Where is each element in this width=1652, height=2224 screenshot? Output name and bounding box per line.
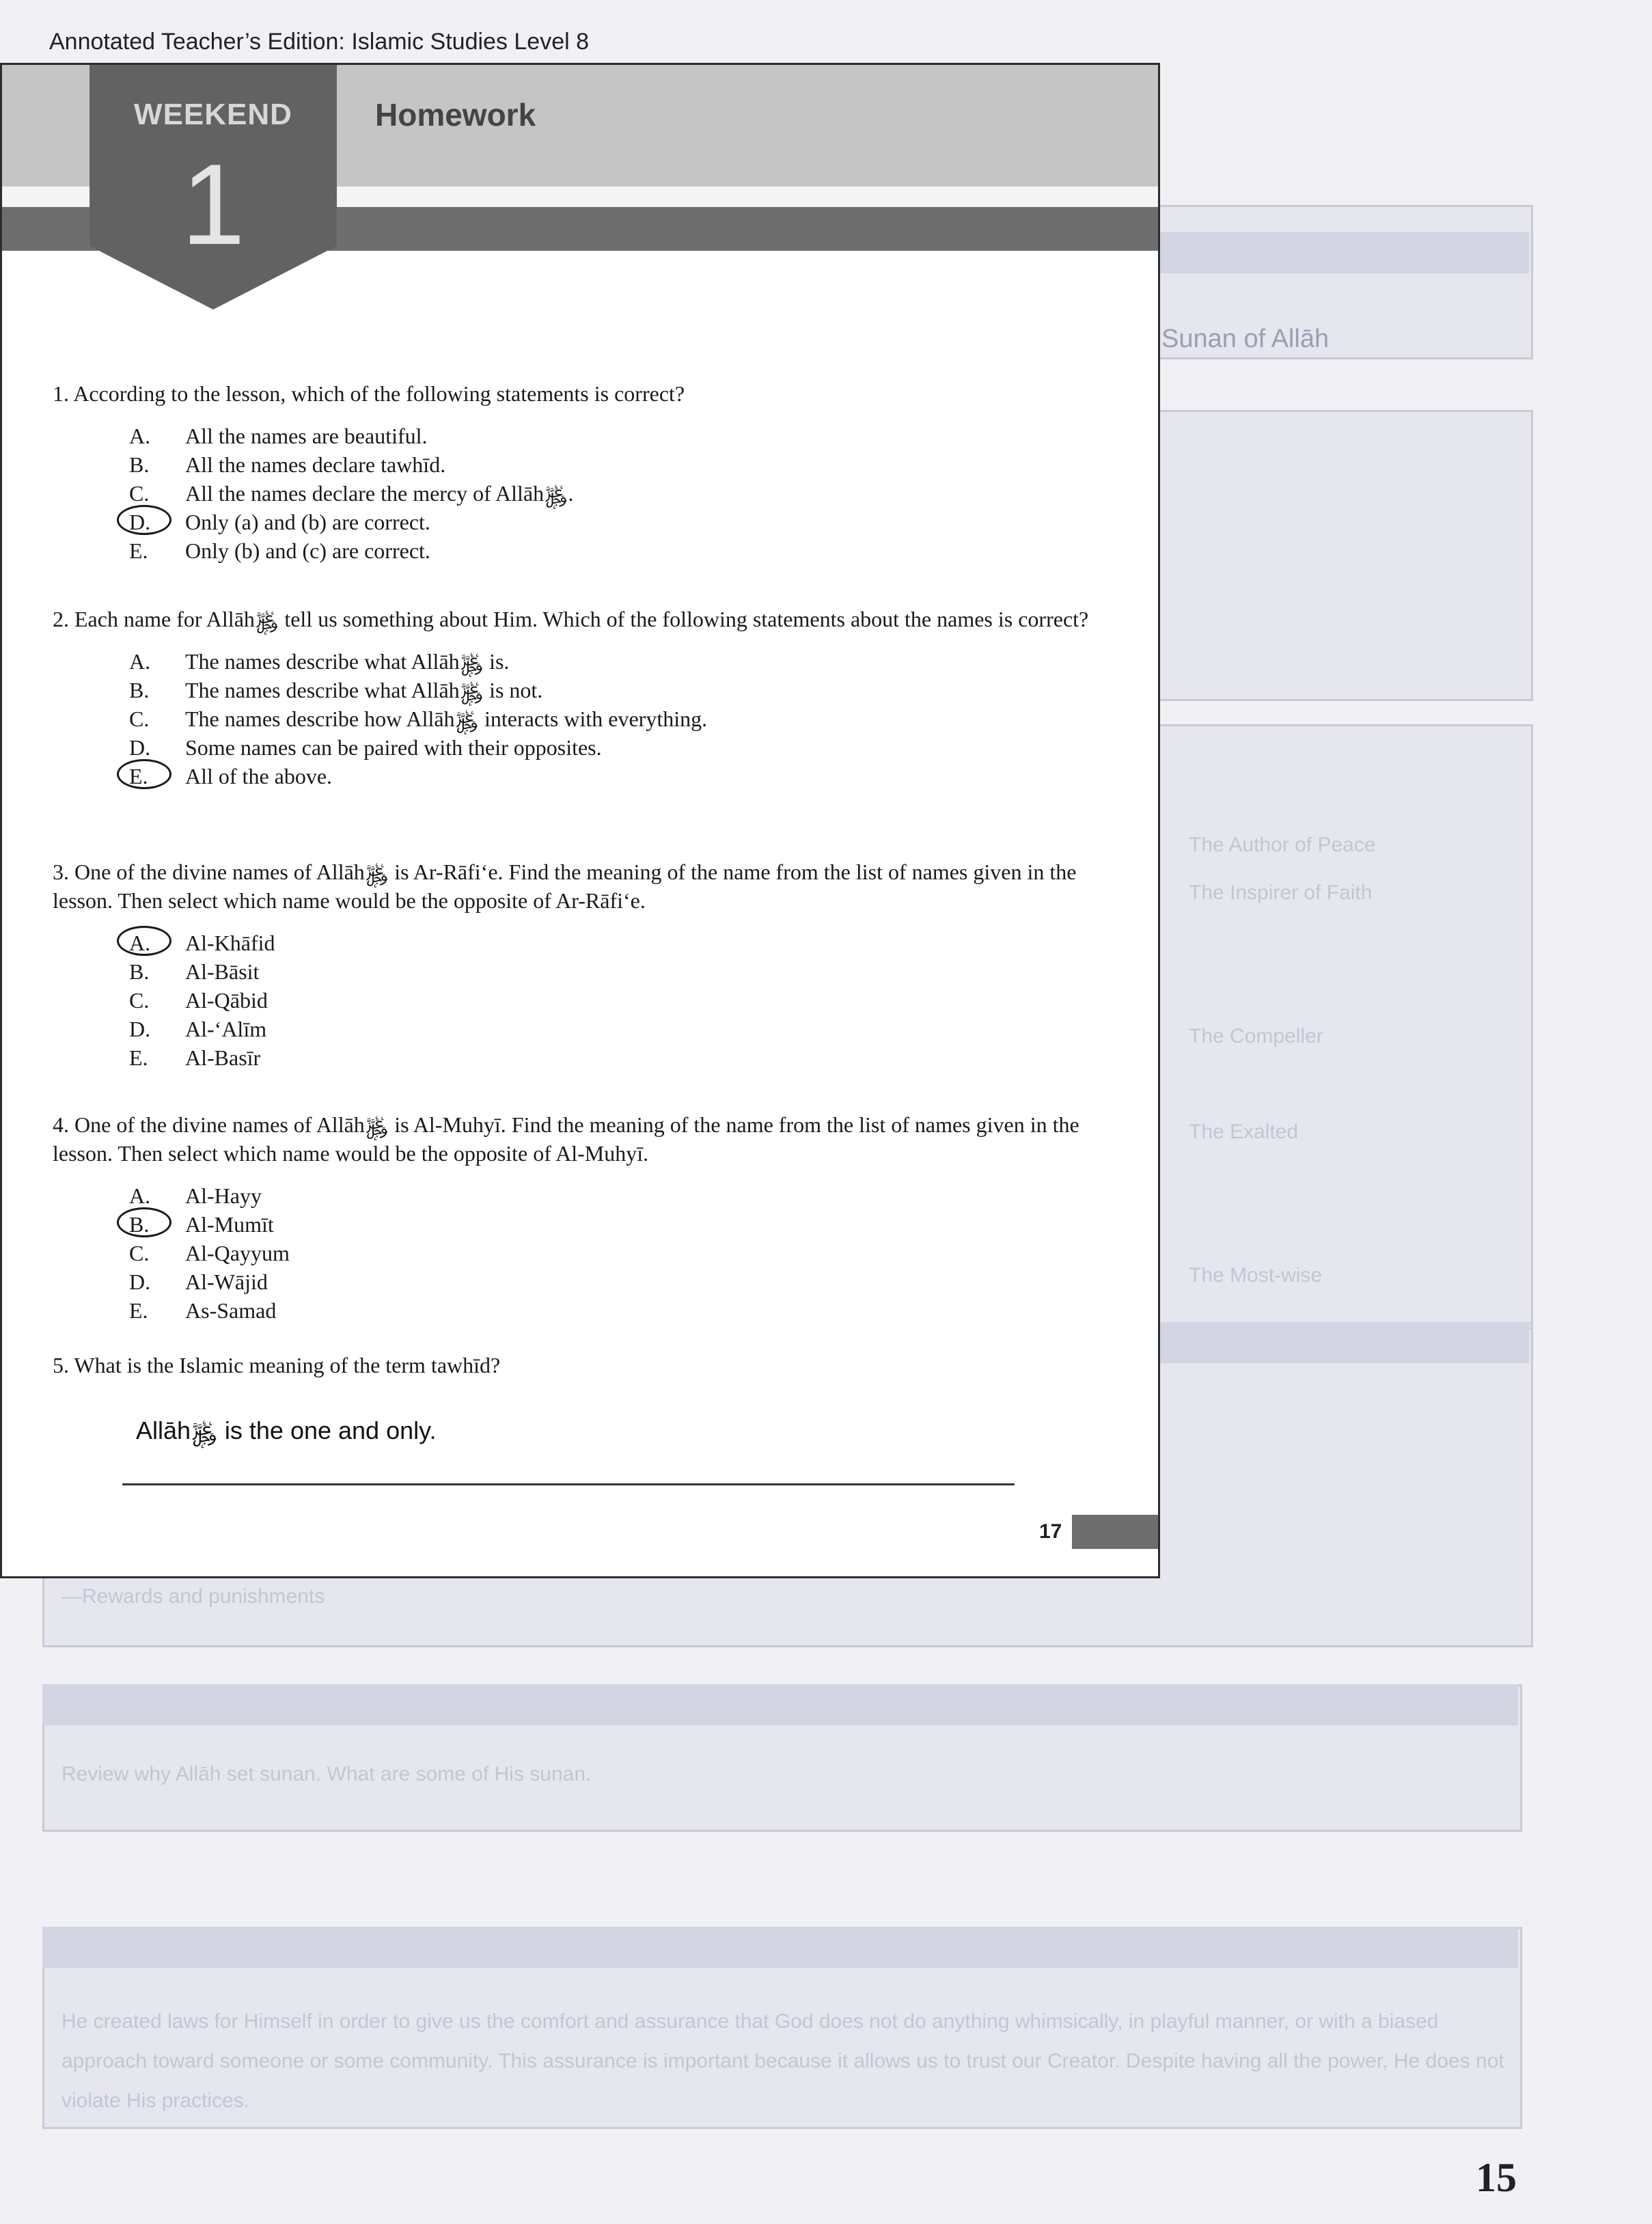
option-4a[interactable]: A. Al-Hayy [129,1183,262,1208]
bg-review: Review why Allāh set sunan. What are some of His sunan. [61,1763,592,1785]
bg-row: The Inspirer of Faith [1189,881,1373,904]
option-2d[interactable]: D. Some names can be paired with their opposites. [129,735,602,760]
option-4d[interactable]: D. Al-Wājid [129,1269,268,1294]
option-2c[interactable]: C. The names describe how Allāh﷿ interacts with everything. [129,706,708,731]
question-1 [53,379,1105,565]
question-5 [53,1351,1105,1379]
option-1c[interactable]: C. All the names declare the mercy of Allāh﷿. [129,481,574,506]
option-3c[interactable]: C. Al-Qābid [129,988,268,1013]
question-text: 4. One of the divine names of Allāh﷿ is Al-Muhyī. Find the meaning of the name from the list of names given in the lesson. Then select which name would be the opposite of Al-Muhyī. [53,1112,1079,1166]
bg-row: The Compeller [1189,1025,1323,1047]
circled-answer: A. [53,929,148,957]
option-4e[interactable]: E. As-Samad [129,1298,277,1323]
question-text: 3. One of the divine names of Allāh﷿ is Ar-Rāfi‘e. Find the meaning of the name from the list of names given in the lesson. Then select which name would be the opposite of Ar-Rāfi‘e. [53,860,1077,913]
inner-page-number: 17 [1039,1520,1062,1543]
question-4 [53,1110,1105,1325]
weekend-label: WEEKEND [134,98,292,131]
homework-page [0,63,1160,1578]
circled-answer: D. [53,508,148,536]
bg-row: The Exalted [1189,1121,1299,1143]
option-2e[interactable]: E. All of the above. [53,762,1105,791]
question-text: 5. What is the Islamic meaning of the term tawhīd? [53,1353,501,1377]
bg-outline: —Rewards and punishments [61,1585,325,1608]
page-number: 15 [1476,2155,1517,2200]
homework-heading: Homework [375,97,536,133]
option-3e[interactable]: E. Al-Basīr [129,1045,261,1070]
question-3 [53,857,1105,1072]
option-3b[interactable]: B. Al-Bāsit [129,959,260,984]
bg-row: The Most-wise [1189,1264,1323,1287]
edition-title: Annotated Teacher’s Edition: Islamic Studies Level 8 [49,29,590,55]
answer-line[interactable] [122,1448,1015,1485]
question-text: 2. Each name for Allāh﷿ tell us something about Him. Which of the following statements about the names is correct? [53,607,1089,631]
bg-row: The Author of Peace [1189,834,1376,856]
option-1a[interactable]: A. All the names are beautiful. [129,424,428,448]
question-text: 1. According to the lesson, which of the following statements is correct? [53,381,685,406]
option-3d[interactable]: D. Al-‘Alīm [129,1017,267,1041]
option-1b[interactable]: B. All the names declare tawhīd. [129,452,446,477]
circled-answer: B. [53,1210,148,1239]
option-3a[interactable]: A. Al-Khāfid [53,929,1105,957]
option-4b[interactable]: B. Al-Mumīt [53,1210,1105,1239]
question-2 [53,605,1105,791]
option-1e[interactable]: E. Only (b) and (c) are correct. [129,538,430,563]
weekend-number: 1 [181,140,245,269]
option-1d[interactable]: D. Only (a) and (b) are correct. [53,508,1105,536]
option-4c[interactable]: C. Al-Qayyum [129,1241,290,1265]
bg-summary: He created laws for Himself in order to give us the comfort and assurance that God does not do anything whimsically, in playful manner, or with a biased approach toward someone or some community. This assurance is important because it allows us to trust our Creator. Despite having all the power, He does not violate His practices. [61,2010,1504,2112]
option-2b[interactable]: B. The names describe what Allāh﷿ is not. [129,678,543,702]
circled-answer: E. [53,762,148,791]
footer-bar [1072,1515,1160,1549]
option-2a[interactable]: A. The names describe what Allāh﷿ is. [129,649,510,674]
bg-title: Sunan of Allāh [1161,325,1330,353]
written-answer: Allāh﷿ is the one and only. [136,1416,437,1444]
